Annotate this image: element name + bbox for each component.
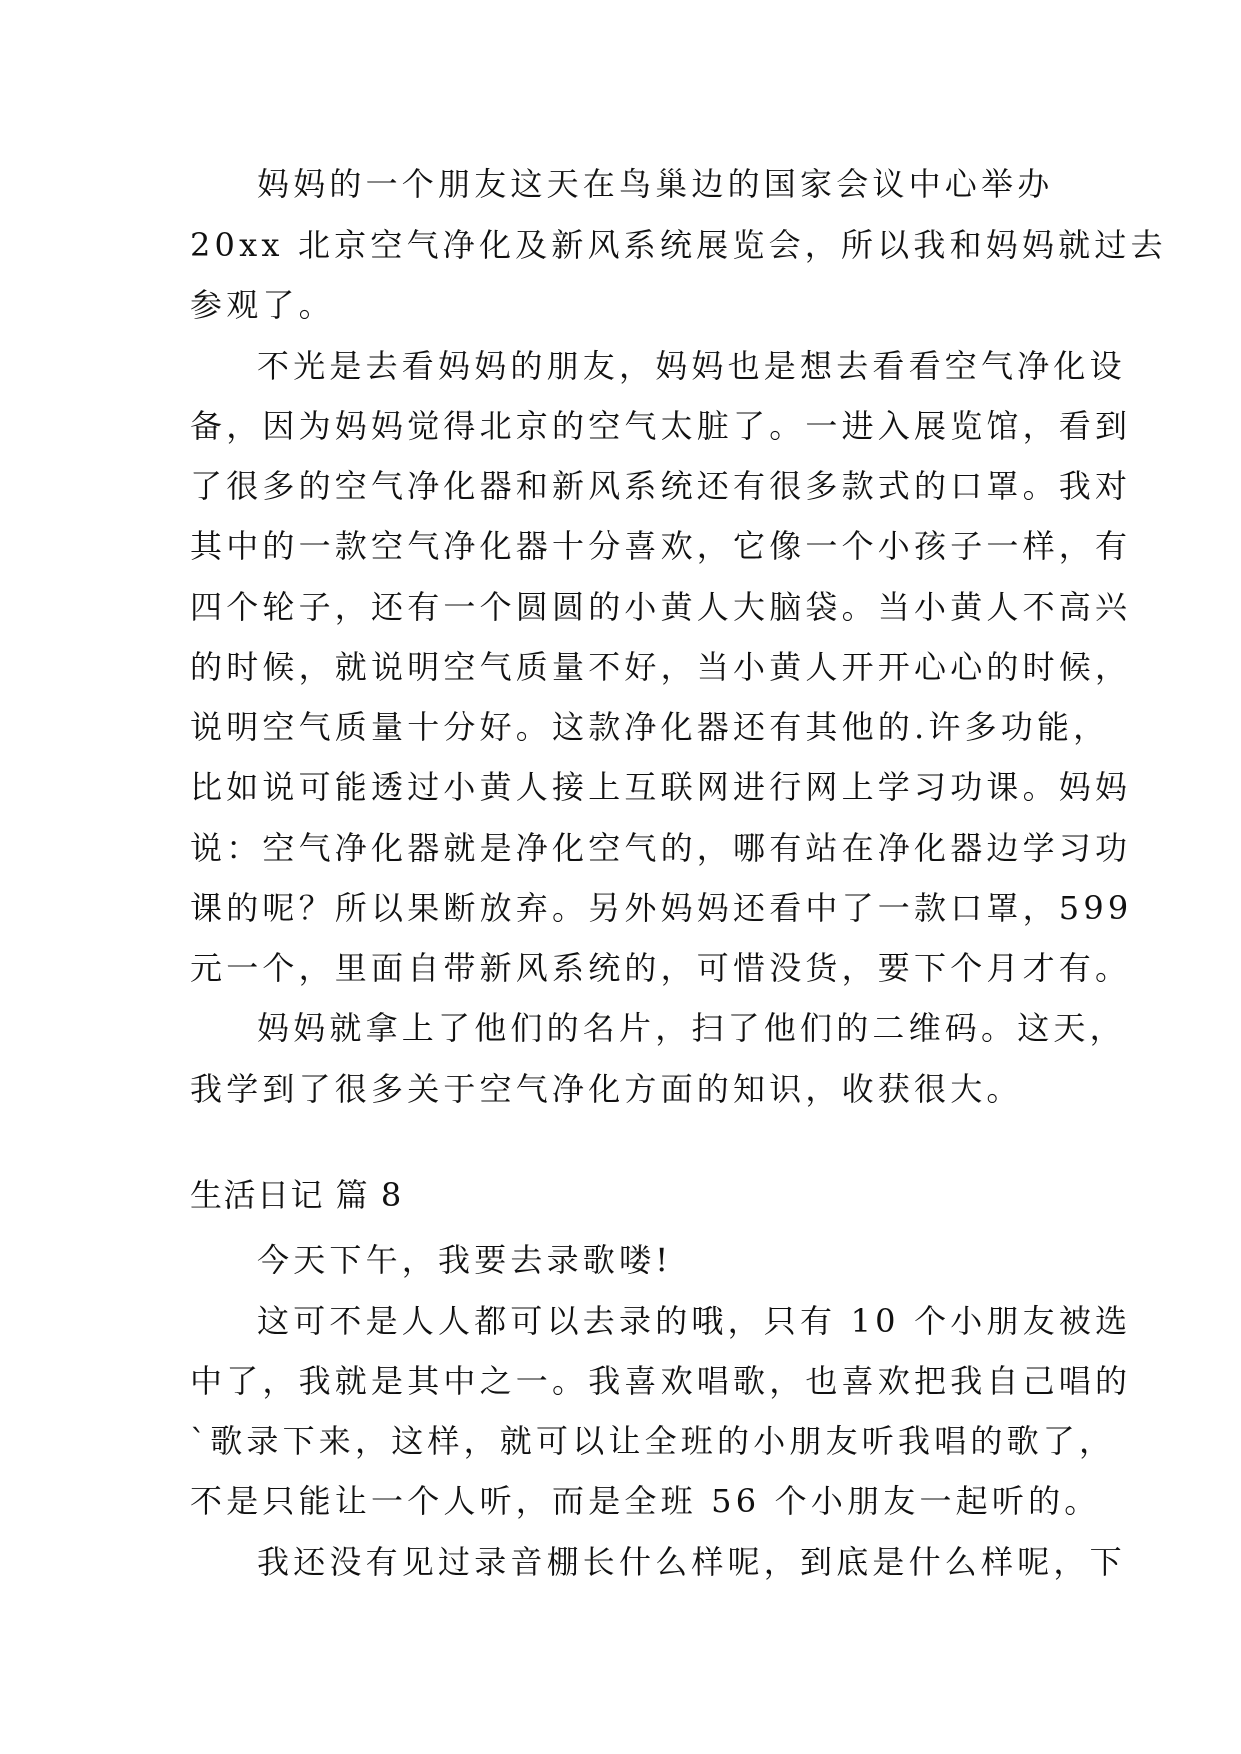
paragraph-2-line-7: 说明空气质量十分好。这款净化器还有其他的.许多功能， [190,708,1110,746]
paragraph-2-line-5: 四个轮子，还有一个圆圆的小黄人大脑袋。当小黄人不高兴 [190,588,1132,626]
paragraph-2-line-3: 了很多的空气净化器和新风系统还有很多款式的口罩。我对 [190,467,1132,505]
paragraph-1-line-3: 参观了。 [190,286,335,324]
paragraph-5-line-3: `歌录下来，这样，就可以让全班的小朋友听我唱的歌了， [190,1422,1116,1460]
paragraph-3-line-2: 我学到了很多关于空气净化方面的知识，收获很大。 [190,1070,1023,1108]
paragraph-4-line-1: 今天下午，我要去录歌喽! [257,1241,673,1279]
paragraph-2-line-2: 备，因为妈妈觉得北京的空气太脏了。一进入展览馆，看到 [190,407,1132,445]
paragraph-2-line-1: 不光是去看妈妈的朋友，妈妈也是想去看看空气净化设 [257,347,1126,385]
paragraph-5-line-4: 不是只能让一个人听，而是全班 56 个小朋友一起听的。 [190,1482,1101,1520]
section-heading: 生活日记 篇 8 [190,1176,403,1214]
paragraph-1-line-1: 妈妈的一个朋友这天在鸟巢边的国家会议中心举办 [257,165,1054,203]
paragraph-2-line-10: 课的呢？所以果断放弃。另外妈妈还看中了一款口罩，599 [190,889,1133,927]
paragraph-3-line-1: 妈妈就拿上了他们的名片，扫了他们的二维码。这天， [257,1009,1126,1047]
paragraph-2-line-11: 元一个，里面自带新风系统的，可惜没货，要下个月才有。 [190,949,1132,987]
paragraph-1-line-2: 20xx 北京空气净化及新风系统展览会，所以我和妈妈就过去 [190,226,1167,264]
paragraph-5-line-1: 这可不是人人都可以去录的哦，只有 10 个小朋友被选 [257,1302,1132,1340]
paragraph-2-line-6: 的时候，就说明空气质量不好，当小黄人开开心心的时候， [190,648,1132,686]
paragraph-2-line-4: 其中的一款空气净化器十分喜欢，它像一个小孩子一样，有 [190,527,1132,565]
paragraph-2-line-8: 比如说可能透过小黄人接上互联网进行网上学习功课。妈妈 [190,768,1132,806]
paragraph-5-line-2: 中了，我就是其中之一。我喜欢唱歌，也喜欢把我自己唱的 [190,1362,1132,1400]
paragraph-6-line-1: 我还没有见过录音棚长什么样呢，到底是什么样呢，下 [257,1543,1126,1581]
paragraph-2-line-9: 说：空气净化器就是净化空气的，哪有站在净化器边学习功 [190,829,1132,867]
